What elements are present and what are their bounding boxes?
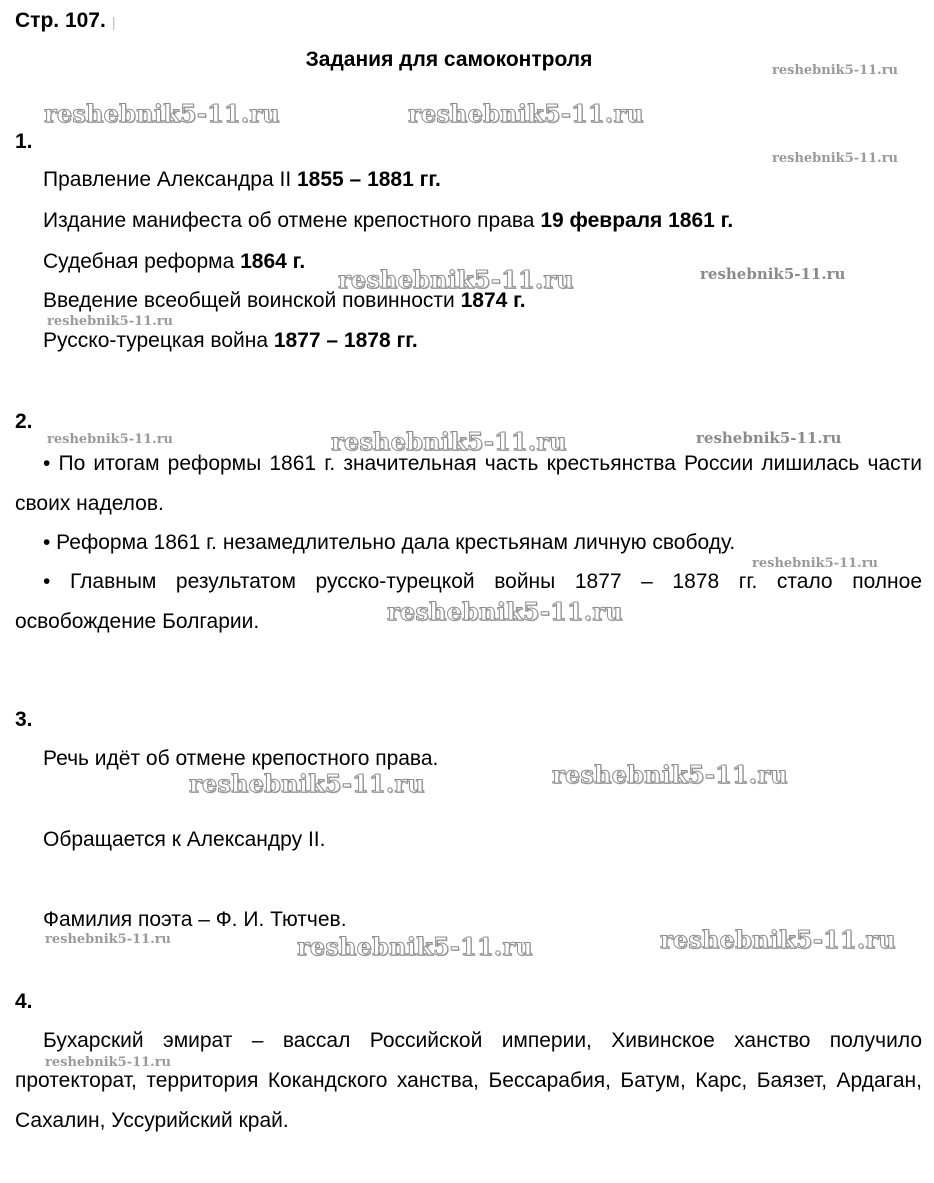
watermark: reshebnik5-11.ru xyxy=(772,151,899,166)
watermark: reshebnik5-11.ru xyxy=(297,932,533,961)
q1-line-2-text: Издание манифеста об отмене крепостного права xyxy=(43,209,541,232)
watermark: reshebnik5-11.ru xyxy=(660,925,896,954)
watermark: reshebnik5-11.ru xyxy=(408,99,644,128)
q1-line-1-text: Правление Александра II xyxy=(43,168,297,191)
watermark: reshebnik5-11.ru xyxy=(189,769,425,798)
watermark: reshebnik5-11.ru xyxy=(696,429,842,447)
q1-line-1-date: 1855 – 1881 гг. xyxy=(297,168,441,191)
q3-answer-3: Фамилия поэта – Ф. И. Тютчев. xyxy=(43,908,347,931)
watermark: reshebnik5-11.ru xyxy=(338,265,574,294)
q2-paragraph-3: • Главным результатом русско-турецкой войны 1877 – 1878 гг. стало полное освобождение Болгарии. xyxy=(15,570,922,633)
watermark: reshebnik5-11.ru xyxy=(752,556,879,571)
q2-paragraph-1: • По итогам реформы 1861 г. значительная часть крестьянства России лишилась части своих наделов. xyxy=(15,452,922,515)
question-1-number: 1. xyxy=(15,130,33,153)
q1-line-4-date: 1874 г. xyxy=(460,289,526,312)
q1-line-3 xyxy=(43,250,305,274)
watermark: reshebnik5-11.ru xyxy=(47,432,174,447)
q3-answer-2: Обращается к Александру II. xyxy=(43,828,326,851)
watermark: reshebnik5-11.ru xyxy=(772,63,899,78)
q1-line-2 xyxy=(43,209,733,233)
q1-line-5-text: Русско-турецкая война xyxy=(43,329,274,352)
q1-line-5 xyxy=(43,329,418,353)
page-number-label: Стр. 107. xyxy=(15,9,106,32)
watermark: reshebnik5-11.ru xyxy=(700,265,846,283)
page-title: Задания для самоконтроля xyxy=(305,48,593,71)
question-3-number: 3. xyxy=(15,708,33,731)
q1-line-4 xyxy=(43,289,526,313)
question-4-number: 4. xyxy=(15,990,33,1013)
q1-line-3-text: Судебная реформа xyxy=(43,250,241,273)
q3-answer-1: Речь идёт об отмене крепостного права. xyxy=(43,747,439,770)
cursor-mark: | xyxy=(111,14,116,30)
watermark: reshebnik5-11.ru xyxy=(44,99,280,128)
q4-paragraph: Бухарский эмират – вассал Российской империи, Хивинское ханство получило протекторат, территория Кокандского ханства, Бессарабия, Батум, Карс, Баязет, Ардаган, Сахалин, Уссурийский край. xyxy=(15,1029,922,1132)
watermark: reshebnik5-11.ru xyxy=(387,597,623,626)
q1-line-3-date: 1864 г. xyxy=(240,250,306,273)
q1-line-1 xyxy=(43,168,441,192)
q2-paragraph-2: • Реформа 1861 г. незамедлительно дала крестьянам личную свободу. xyxy=(43,531,736,554)
watermark: reshebnik5-11.ru xyxy=(331,427,567,456)
q1-line-5-date: 1877 – 1878 гг. xyxy=(273,329,418,352)
watermark: reshebnik5-11.ru xyxy=(47,314,174,329)
q1-line-2-date: 19 февраля 1861 г. xyxy=(540,209,734,232)
page-number xyxy=(15,9,115,33)
question-2-number: 2. xyxy=(15,410,33,433)
watermark: reshebnik5-11.ru xyxy=(45,932,172,947)
watermark: reshebnik5-11.ru xyxy=(45,1055,172,1070)
q1-line-4-text: Введение всеобщей воинской повинности xyxy=(43,289,461,312)
watermark: reshebnik5-11.ru xyxy=(552,760,788,789)
